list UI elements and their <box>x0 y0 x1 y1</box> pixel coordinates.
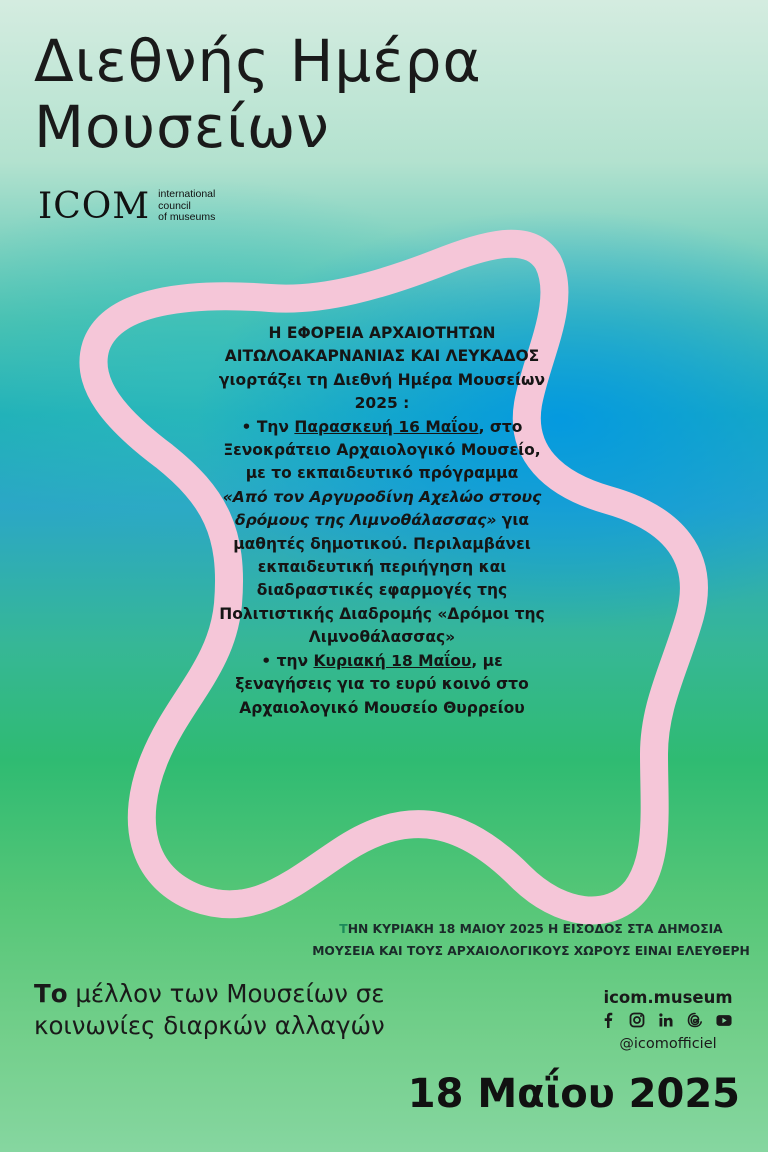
intro-line-3: γιορτάζει τη Διεθνή Ημέρα Μουσείων <box>218 370 546 389</box>
bullet-1-line-10: Λιμνοθάλασσας» <box>308 628 456 647</box>
icom-logo-line-3: of museums <box>158 211 216 224</box>
intro-line-1: Η ΕΦΟΡΕΙΑ ΑΡΧΑΙΟΤΗΤΩΝ <box>268 324 496 342</box>
threads-icon[interactable] <box>687 1012 703 1028</box>
notice-first-letter: Τ <box>339 922 348 936</box>
bullet-1-line-2: Ξενοκράτειο Αρχαιολογικό Μουσείο, <box>223 441 541 460</box>
motto-line-1-rest: μέλλον των Μουσείων σε <box>67 979 385 1008</box>
bullet-1-line-3: με το εκπαιδευτικό πρόγραμμα <box>245 464 519 483</box>
bullet-2-line-3: Αρχαιολογικό Μουσείο Θυρρείου <box>239 698 525 717</box>
bullet-1-program-2: δρόμους της Λιμνοθάλασσας» <box>234 511 497 530</box>
facebook-icon[interactable] <box>600 1012 616 1028</box>
bullet-1-line-5 <box>186 509 578 532</box>
bullet-1-line-6: μαθητές δημοτικού. Περιλαμβάνει <box>233 534 531 553</box>
free-entry-notice <box>296 918 766 962</box>
bullet-1-line-9: Πολιτιστικής Διαδρομής «Δρόμοι της <box>219 604 545 623</box>
bullet-1-program-1: «Από τον Αργυροδίνη Αχελώο στους <box>222 487 542 506</box>
icom-logo-line-1: international <box>158 188 216 201</box>
icom-logo-mark: ICOM <box>38 186 151 227</box>
website-link[interactable]: icom.museum <box>603 988 733 1007</box>
bullet-1-suffix: , στο <box>478 417 523 436</box>
bullet-2-line-1 <box>186 650 578 673</box>
linkedin-icon[interactable] <box>658 1012 674 1028</box>
instagram-icon[interactable] <box>629 1012 645 1028</box>
bullet-1-line-1 <box>186 416 578 439</box>
bullet-1-line-5-suffix: για <box>496 511 530 530</box>
bullet-1-date: Παρασκευή 16 Μαΐου <box>294 417 479 436</box>
event-description <box>186 322 578 720</box>
title-line-1: Διεθνής Ημέρα <box>34 27 482 95</box>
title-line-2: Μουσείων <box>34 93 330 161</box>
bullet-2-date: Κυριακή 18 Μαΐου <box>313 651 472 670</box>
bullet-1-line-7: εκπαιδευτική περιήγηση και <box>257 558 507 577</box>
bullet-1-prefix: • Την <box>241 417 295 436</box>
motto-lead-word: Το <box>34 979 68 1008</box>
motto-line-2: κοινωνίες διαρκών αλλαγών <box>34 1011 385 1040</box>
event-date: 18 Μαΐου 2025 <box>407 1071 740 1117</box>
bullet-2-prefix: • την <box>261 651 314 670</box>
notice-line-2: ΜΟΥΣΕΙΑ ΚΑΙ ΤΟΥΣ ΑΡΧΑΙΟΛΟΓΙΚΟΥΣ ΧΩΡΟΥΣ ΕΙΝΑΙ ΕΛΕΥΘΕΡΗ <box>312 944 750 958</box>
intro-line-2: ΑΙΤΩΛΟΑΚΑΡΝΑΝΙΑΣ ΚΑΙ ΛΕΥΚΑΔΟΣ <box>224 347 540 366</box>
youtube-icon[interactable] <box>716 1012 732 1028</box>
bullet-1-line-8: διαδραστικές εφαρμογές της <box>256 581 508 600</box>
bullet-2-suffix: , με <box>471 651 503 670</box>
notice-line-1-rest: ΗΝ ΚΥΡΙΑΚΗ 18 ΜΑΙΟΥ 2025 Η ΕΙΣΟΔΟΣ ΣΤΑ ΔΗΜΟΣΙΑ <box>347 922 723 936</box>
social-handle[interactable]: @icomofficiel <box>619 1036 717 1052</box>
notice-line-1 <box>296 918 766 940</box>
bullet-2-line-2: ξεναγήσεις για το ευρύ κοινό στο <box>235 675 529 694</box>
theme-motto <box>34 978 494 1042</box>
social-icons <box>600 1012 732 1028</box>
motto-line-1 <box>34 978 494 1010</box>
intro-line-4: 2025 : <box>354 394 410 413</box>
icom-logo-line-2: council <box>158 199 191 212</box>
